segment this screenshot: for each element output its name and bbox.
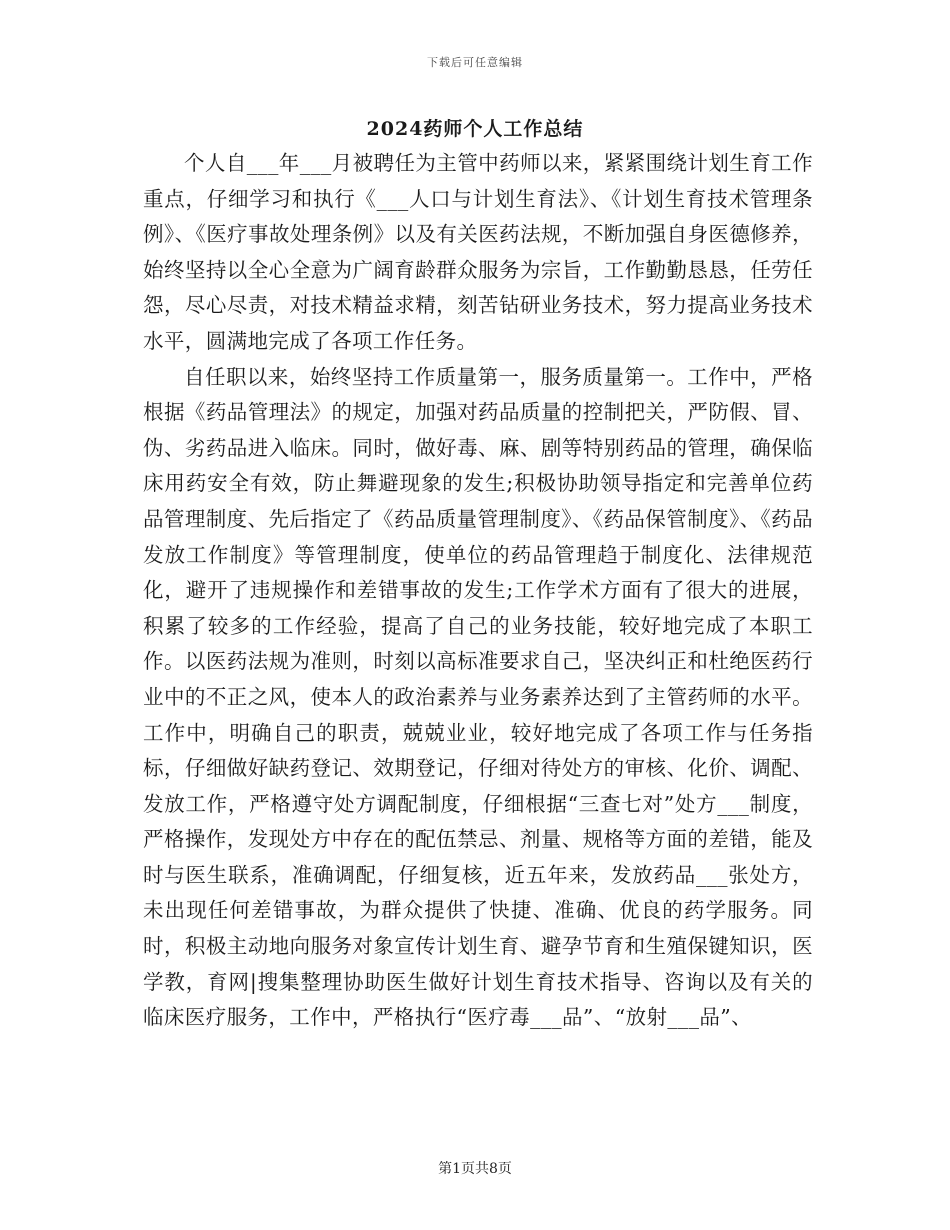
header-note: 下载后可任意编辑: [427, 56, 523, 69]
document-title: 2024药师个人工作总结: [366, 118, 584, 140]
page-number: 第1页共8页: [438, 1161, 512, 1177]
paragraph-2: 自任职以来，始终坚持工作质量第一，服务质量第一。工作中，严格根据《药品管理法》的规定，加强对药品质量的控制把关，严防假、冒、伪、劣药品进入临床。同时，做好毒、麻、剧等特别药品的管理，确保临床用药安全有效，防止舞避现象的发生;积极协助领导指定和完善单位药品管理制度、先后指定了《药品质量管理制度》、《药品保管制度》、《药品发放工作制度》等管理制度，使单位的药品管理趋于制度化、法律规范化，避开了违规操作和差错事故的发生;工作学术方面有了很大的进展，积累了较多的工作经验，提高了自己的业务技能，较好地完成了本职工作。以医药法规为准则，时刻以高标准要求自己，坚决纠正和杜绝医药行业中的不正之风，使本人的政治素养与业务素养达到了主管药师的水平。工作中，明确自己的职责，兢兢业业，较好地完成了各项工作与任务指标，仔细做好缺药登记、效期登记，仔细对待处方的审核、化价、调配、发放工作，严格遵守处方调配制度，仔细根据“三查七对”处方___制度，严格操作，发现处方中存在的配伍禁忌、剂量、规格等方面的差错，能及时与医生联系，准确调配，仔细复核，近五年来，发放药品___张处方，未出现任何差错事故，为群众提供了快捷、准确、优良的药学服务。同时，积极主动地向服务对象宣传计划生育、避孕节育和生殖保键知识，医学教，育网|搜集整理协助医生做好计划生育技术指导、咨询以及有关的临床医疗服务，工作中，严格执行“医疗毒___品”、“放射___品”、: [143, 364, 813, 1030]
document-body: [143, 146, 813, 1036]
paragraph-1: 个人自___年___月被聘任为主管中药师以来，紧紧围绕计划生育工作重点，仔细学习和执行《___人口与计划生育法》、《计划生育技术管理条例》、《医疗事故处理条例》以及有关医药法规，不断加强自身医德修养，始终坚持以全心全意为广阔育龄群众服务为宗旨，工作勤勤恳恳，任劳任怨，尽心尽责，对技术精益求精，刻苦钻研业务技术，努力提高业务技术水平，圆满地完成了各项工作任务。: [143, 151, 813, 353]
